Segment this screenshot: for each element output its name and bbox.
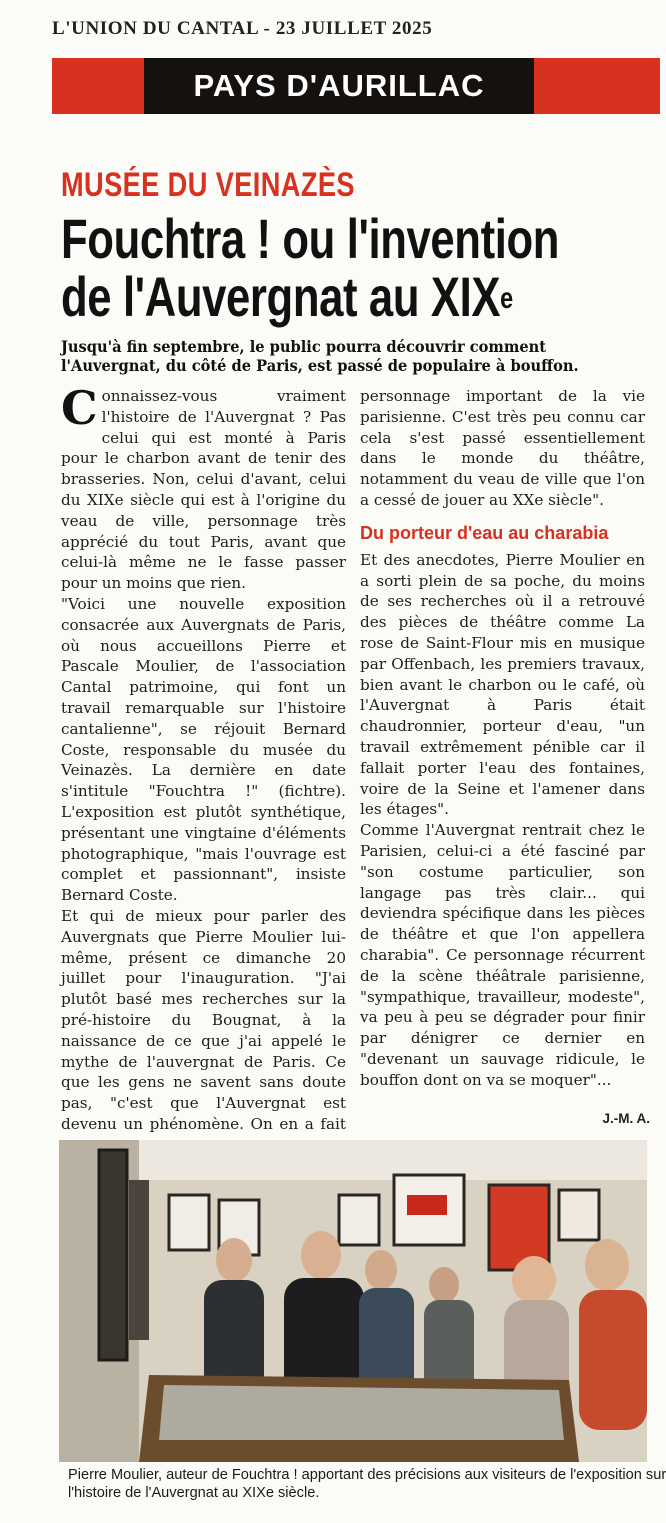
paragraph: "Voici une nouvelle exposition consacrée aux Auvergnats de Paris, où nous accueillons Pierre et Pascale Moulier, de l'association Cantal patrimoine, qui font un travail remarquable sur l'histoire cantalienne", se réjouit Bernard Coste, responsable du musée du Veinazès. La dernière en date s'intitule "Fouchtra !" (fichtre). L'exposition est plutôt synthétique, présentant une vingtaine d'éléments photographique, "mais l'ouvrage est complet et passionnant", insiste Bernard Coste. bbox=[61, 594, 346, 905]
photo-illustration bbox=[59, 1140, 647, 1462]
section-title: PAYS D'AURILLAC bbox=[144, 58, 534, 114]
paragraph bbox=[61, 381, 346, 594]
signature: J.-M. A. bbox=[602, 1111, 650, 1126]
dropcap: C bbox=[61, 381, 98, 435]
headline-line-2-sup: e bbox=[500, 282, 513, 315]
headline bbox=[61, 207, 568, 328]
chapo: Jusqu'à fin septembre, le public pourra découvrir comment l'Auvergnat, du côté de Paris, est passé de populaire à bouffon. bbox=[61, 338, 579, 375]
photo-caption: Pierre Moulier, auteur de Fouchtra ! apportant des précisions aux visiteurs de l'exposition sur l'histoire de l'Auvergnat au XIXe siècle. bbox=[68, 1467, 666, 1501]
headline-line-1: Fouchtra ! ou l'invention bbox=[61, 207, 560, 270]
paragraph: personnage important de la vie parisienne. C'est très peu connu car cela s'est passé essentiellement dans le monde du théâtre, notamment du veau de ville que l'on a cessé de jouer au XXe siècle". bbox=[360, 387, 645, 509]
paragraph: Et des anecdotes, Pierre Moulier en a sorti plein de sa poche, du moins de ses recherches où il a retrouvé des pièces de théâtre comme La rose de Saint-Flour mis en musique par Offenbach, les premiers travaux, bien avant le charbon ou le café, où l'Auvergnat à Paris était chaudronnier, porteur d'eau, "un travail extrêmement pénible car il fallait porter l'eau des fontaines, voire de la Seine et l'amener dans les étages". bbox=[360, 550, 645, 819]
paragraph-text: onnaissez-vous vraiment l'histoire de l'Auvergnat ? Pas celui qui est monté à Paris pour le charbon avant de tenir des brasseries. Non, celui d'avant, celui du XIXe siècle qui est à l'origine du veau de ville, personnage très apprécié du tout Paris, avant que celui-là même ne le fasse passer pour un moins que rien. bbox=[61, 387, 346, 593]
subhead: Du porteur d'eau au charabia bbox=[360, 522, 609, 543]
column-right bbox=[360, 386, 645, 1089]
column-left bbox=[61, 381, 346, 1133]
article-photo bbox=[59, 1140, 647, 1462]
masthead: L'UNION DU CANTAL - 23 JUILLET 2025 bbox=[52, 18, 433, 39]
kicker: MUSÉE DU VEINAZÈS bbox=[61, 166, 355, 204]
headline-line-2 bbox=[61, 265, 568, 328]
paragraph: Comme l'Auvergnat rentrait chez le Parisien, celui-ci a été fasciné par "son costume particulier, son langage pas très clair... qui deviendra spécifique dans les pièces de théâtre et que l'on appellera charabia". Ce personnage récurrent de la scène théâtrale parisienne, "sympathique, travailleur, modeste", va peu à peu se dégrader pour finir par dénigrer ce dernier en "devenant un sauvage ridicule, le bouffon dont on va se moquer"... bbox=[360, 821, 645, 1089]
paragraph: Et qui de mieux pour parler des Auvergnats que Pierre Moulier lui-même, présent ce dimanche 20 juillet pour l'inauguration. "J'ai plutôt basé mes recherches sur la pré-histoire du Bougnat, à la naissance de ce que j'ai appelé le mythe de l'auvergnat de Paris. Ce que les gens ne savent sans doute pas, "c'est que l'Auvergnat est devenu un phénomène. On en a fait bbox=[61, 906, 346, 1133]
headline-line-2-main: de l'Auvergnat au XIX bbox=[61, 265, 501, 328]
